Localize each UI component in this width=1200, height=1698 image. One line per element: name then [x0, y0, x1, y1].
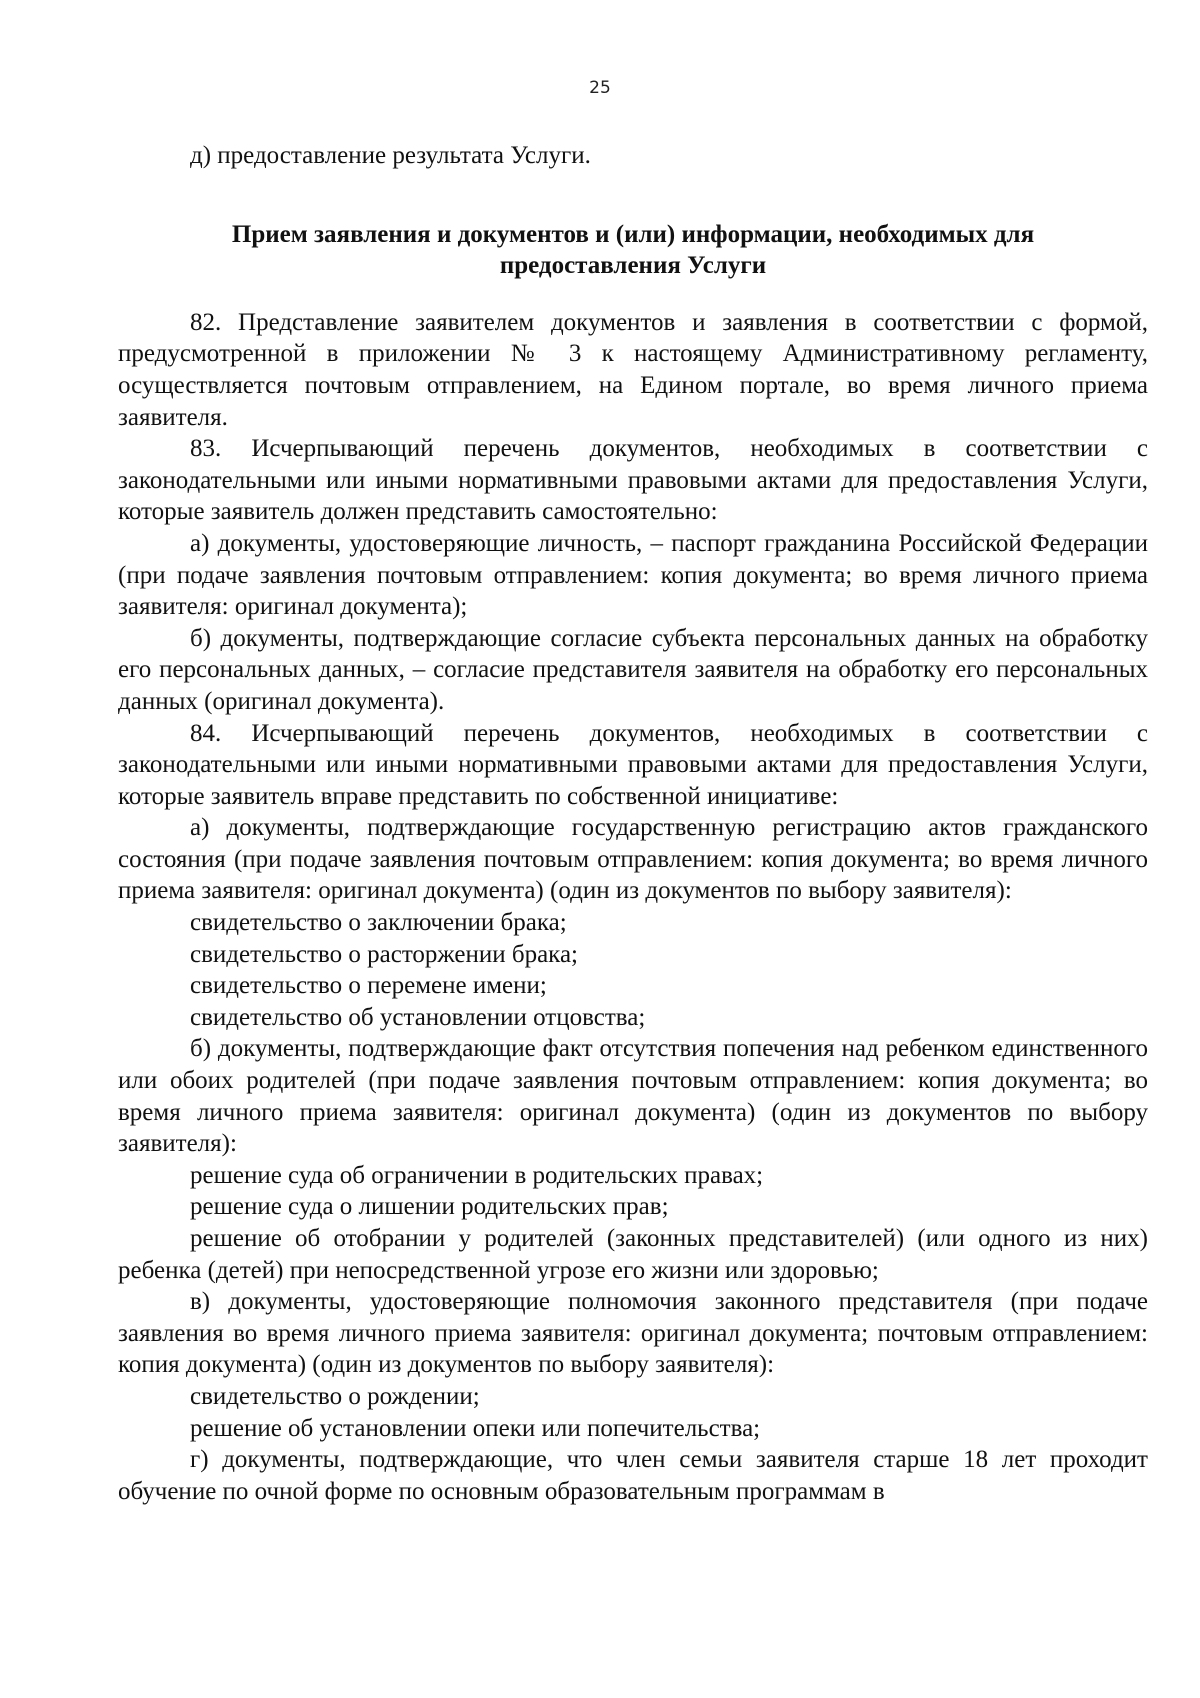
- paragraph: б) документы, подтверждающие факт отсутствия попечения над ребенком единственного или обоих родителей (при подаче заявления почтовым отправлением: копия документа; во время личного приема заявителя: оригинал документа) (один из документов по выбору заявителя):: [118, 1035, 1148, 1158]
- list-item: решение суда об ограничении в родительских правах;: [190, 1161, 764, 1189]
- paragraph-list: [118, 307, 1148, 1508]
- paragraph: а) документы, удостоверяющие личность, – паспорт гражданина Российской Федерации (при подаче заявления почтовым отправлением: копия документа; во время личного приема заявителя: оригинал документа);: [118, 529, 1148, 621]
- section-heading: [118, 219, 1148, 282]
- paragraph: 84. Исчерпывающий перечень документов, необходимых в соответствии с законодательными или иными нормативными правовыми актами для предоставления Услуги, которые заявитель вправе представить по собственной инициативе:: [118, 719, 1148, 810]
- page-number: 25: [589, 78, 611, 98]
- paragraph: в) документы, удостоверяющие полномочия законного представителя (при подаче заявления во время личного приема заявителя: оригинал документа; почтовым отправлением: копия документа) (один из документов по выбору заявителя):: [118, 1288, 1148, 1379]
- list-item: свидетельство о перемене имени;: [190, 972, 547, 1000]
- intro-line: д) предоставление результата Услуги.: [190, 142, 591, 169]
- paragraph: решение об отобрании у родителей (законных представителей) (или одного из них) ребенка (детей) при непосредственной угрозе его жизни или здоровью;: [118, 1225, 1148, 1284]
- paragraph: 82. Представление заявителем документов и заявления в соответствии с формой, предусмотренной в приложении № 3 к настоящему Административному регламенту, осуществляется почтовым отправлением, на Едином портале, во время личного приема заявителя.: [118, 308, 1148, 431]
- paragraph: б) документы, подтверждающие согласие субъекта персональных данных на обработку его персональных данных, – согласие представителя заявителя на обработку его персональных данных (оригинал документа).: [118, 624, 1148, 715]
- list-item: решение об установлении опеки или попечительства;: [190, 1414, 761, 1442]
- list-item: свидетельство о рождении;: [190, 1382, 480, 1410]
- paragraph: а) документы, подтверждающие государственную регистрацию актов гражданского состояния (при подаче заявления почтовым отправлением: копия документа; во время личного приема заявителя: оригинал документа) (один из документов по выбору заявителя):: [118, 814, 1148, 905]
- document-body: [118, 140, 1148, 1507]
- list-item: свидетельство о расторжении брака;: [190, 940, 578, 968]
- list-item: решение суда о лишении родительских прав;: [190, 1193, 669, 1221]
- list-item: свидетельство о заключении брака;: [190, 909, 567, 937]
- section-heading-line-1: Прием заявления и документов и (или) информации, необходимых для: [231, 220, 1035, 248]
- list-item: свидетельство об установлении отцовства;: [190, 1003, 646, 1031]
- section-heading-line-2: предоставления Услуги: [499, 252, 767, 280]
- paragraph: 83. Исчерпывающий перечень документов, необходимых в соответствии с законодательными или иными нормативными правовыми актами для предоставления Услуги, которые заявитель должен представить самостоятельно:: [118, 435, 1148, 526]
- paragraph: г) документы, подтверждающие, что член семьи заявителя старше 18 лет проходит обучение по очной форме по основным образовательным программам в: [118, 1446, 1148, 1505]
